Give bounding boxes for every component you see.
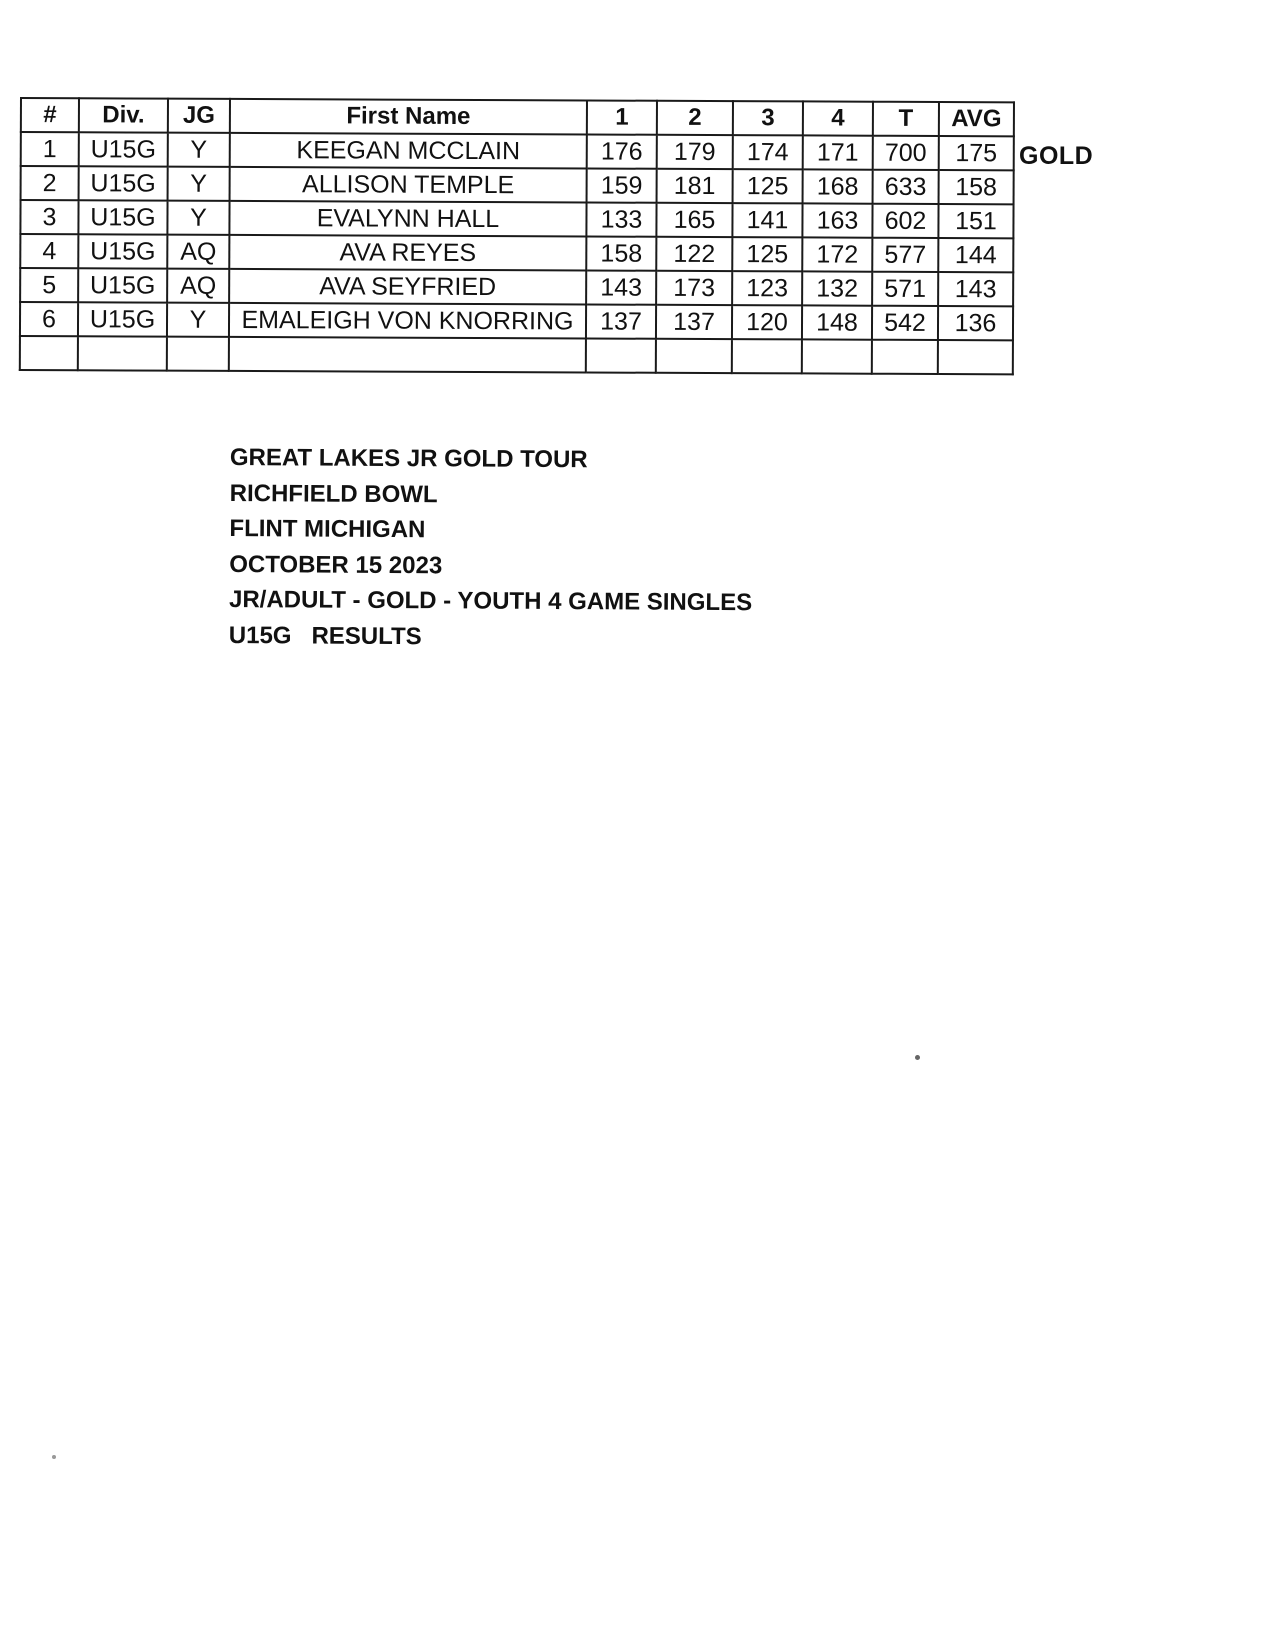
cell-game-3 [732,339,802,373]
cell-average: 144 [938,238,1013,272]
cell-game-2: 122 [656,237,732,271]
cell-game-3: 125 [732,237,802,271]
cell-game-3: 174 [733,135,803,169]
cell-division: U15G [78,234,167,268]
table-row-empty [20,336,1013,374]
header-average: AVG [939,102,1014,136]
cell-game-1 [586,338,656,372]
cell-name: KEEGAN MCCLAIN [230,133,587,169]
cell-jg [167,337,229,371]
cell-average: 136 [938,306,1013,340]
cell-game-1: 159 [587,168,657,202]
cell-name: AVA REYES [229,235,586,271]
cell-average: 158 [939,170,1014,204]
header-game-1: 1 [587,100,657,134]
cell-division: U15G [79,132,168,166]
header-game-2: 2 [657,101,733,135]
cell-total: 602 [872,204,938,238]
cell-total [872,340,938,374]
table-header-row [21,98,1014,136]
cell-game-4: 132 [802,271,872,305]
cell-jg: Y [167,201,229,235]
cell-average [938,340,1013,374]
cell-jg: Y [168,167,230,201]
cell-game-1: 133 [586,202,656,236]
cell-jg: Y [167,303,229,337]
cell-rank: 2 [21,166,79,200]
scan-speck [52,1455,56,1459]
header-rank: # [21,98,79,132]
cell-game-2: 137 [656,305,732,339]
header-game-4: 4 [803,101,873,135]
header-game-3: 3 [733,101,803,135]
cell-division: U15G [78,302,167,336]
cell-game-1: 176 [587,134,657,168]
header-jg: JG [168,99,230,133]
cell-average: 151 [938,204,1013,238]
cell-total: 577 [872,238,938,272]
cell-game-3: 123 [732,271,802,305]
cell-rank: 1 [21,132,79,166]
cell-game-3: 120 [732,305,802,339]
award-label: GOLD [1019,142,1094,170]
cell-game-2: 181 [657,169,733,203]
cell-game-4 [802,339,872,373]
cell-rank [20,336,78,370]
results-table [19,97,1015,375]
cell-rank: 4 [20,234,78,268]
cell-division [78,336,167,370]
cell-jg: Y [168,133,230,167]
cell-jg: AQ [167,269,229,303]
table-row [20,234,1013,272]
cell-rank: 3 [20,200,78,234]
cell-division: U15G [78,200,167,234]
cell-game-2: 165 [656,203,732,237]
cell-game-4: 168 [803,169,873,203]
cell-jg: AQ [167,235,229,269]
cell-game-2: 173 [656,271,732,305]
cell-game-1: 137 [586,304,656,338]
cell-average: 175 [939,136,1014,170]
cell-average: 143 [938,272,1013,306]
scan-speck [915,1055,920,1060]
event-date: OCTOBER 15 2023 [229,550,443,579]
cell-total: 633 [873,170,939,204]
tour-name: GREAT LAKES JR GOLD TOUR [229,443,588,474]
cell-rank: 6 [20,302,78,336]
location: FLINT MICHIGAN [229,514,426,544]
cell-total: 542 [872,306,938,340]
cell-name [229,337,586,373]
cell-name: EMALEIGH VON KNORRING [229,303,586,339]
header-first-name: First Name [230,99,587,135]
cell-game-2: 179 [657,135,733,169]
cell-game-1: 143 [586,270,656,304]
cell-game-4: 171 [803,135,873,169]
cell-total: 571 [872,272,938,306]
table-row [20,302,1013,340]
cell-game-1: 158 [586,236,656,270]
cell-total: 700 [873,136,939,170]
cell-game-2 [656,339,732,373]
results-title: U15G RESULTS [228,621,422,650]
cell-division: U15G [78,268,167,302]
cell-game-4: 172 [802,237,872,271]
venue-name: RICHFIELD BOWL [229,479,438,508]
table-row [21,166,1014,204]
table-row [20,268,1013,306]
cell-name: AVA SEYFRIED [229,269,586,305]
header-total: T [873,102,939,136]
cell-game-4: 163 [802,203,872,237]
cell-game-3: 141 [732,203,802,237]
cell-division: U15G [79,166,168,200]
table-row [21,132,1014,170]
event-info [229,440,753,656]
table-row [20,200,1013,238]
cell-rank: 5 [20,268,78,302]
event-format: JR/ADULT - GOLD - YOUTH 4 GAME SINGLES [228,585,753,617]
cell-name: EVALYNN HALL [229,201,586,237]
header-division: Div. [79,98,168,132]
cell-game-4: 148 [802,305,872,339]
cell-name: ALLISON TEMPLE [230,167,587,203]
cell-game-3: 125 [733,169,803,203]
